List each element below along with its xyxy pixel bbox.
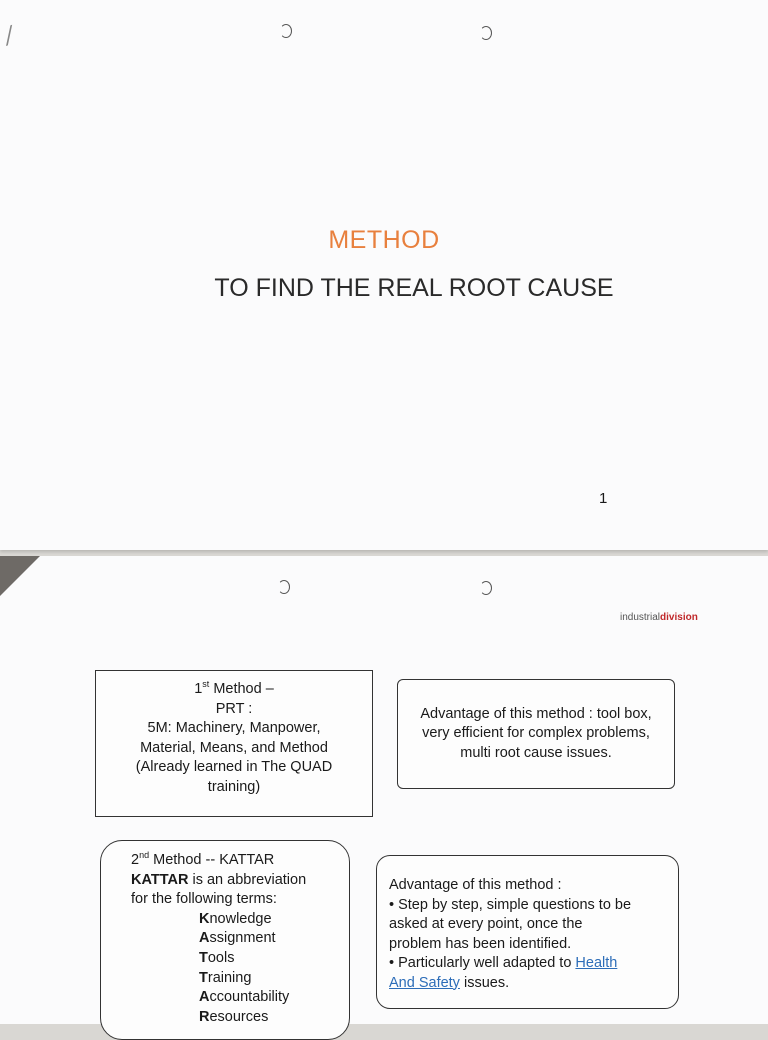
advantage2-line: Advantage of this method : [389,877,562,893]
advantage2-line: asked at every point, once the [389,916,583,932]
method1-heading: 1st Method – [194,679,274,697]
advantage2-line: And Safety issues. [389,974,510,991]
brand-logo: industrialdivision [620,612,698,623]
method2-box [100,840,350,1040]
method1-line: training) [207,778,261,795]
advantage2-line: • Step by step, simple questions to be [389,896,632,913]
advantage2-line: • Particularly well adapted to Health [389,955,618,971]
method1-line: Material, Means, and Method [140,739,328,756]
method2-heading: 2nd Method -- KATTAR [131,850,275,868]
kattar-term: Knowledge [199,910,272,927]
slide-page-2 [0,556,768,1024]
kattar-terms-list [199,910,349,1028]
advantage2-box [376,855,679,1009]
slide-title: METHOD [328,226,440,254]
method1-line: 5M: Machinery, Manpower, [147,720,321,736]
kattar-term: Assignment [199,930,276,947]
punch-hole [480,26,492,40]
page-number: 1 [599,490,608,507]
advantage1-line: very efficient for complex problems, [422,725,650,742]
folded-corner [0,556,40,596]
slide-subtitle: TO FIND THE REAL ROOT CAUSE [214,274,614,302]
punch-hole [480,581,492,595]
method1-line: (Already learned in The QUAD [135,759,333,775]
method1-line: PRT : [215,700,253,717]
method1-box [95,670,373,817]
advantage1-line: Advantage of this method : tool box, [420,705,652,722]
advantage1-box [397,679,675,789]
method2-line: KATTAR is an abbreviation [131,871,307,888]
kattar-term: Resources [199,1008,269,1025]
safety-link[interactable]: And Safety [389,974,460,991]
punch-hole [280,24,292,38]
method2-line: for the following terms: [131,891,277,907]
pen-mark-decoration: ⁄ [2,20,18,50]
advantage2-line: problem has been identified. [389,935,572,952]
punch-hole [278,580,290,594]
advantage1-line: multi root cause issues. [460,744,612,761]
health-link[interactable]: Health [575,955,618,971]
kattar-term: Tools [199,949,235,966]
kattar-term: Accountability [199,989,290,1006]
kattar-term: Training [199,969,252,986]
